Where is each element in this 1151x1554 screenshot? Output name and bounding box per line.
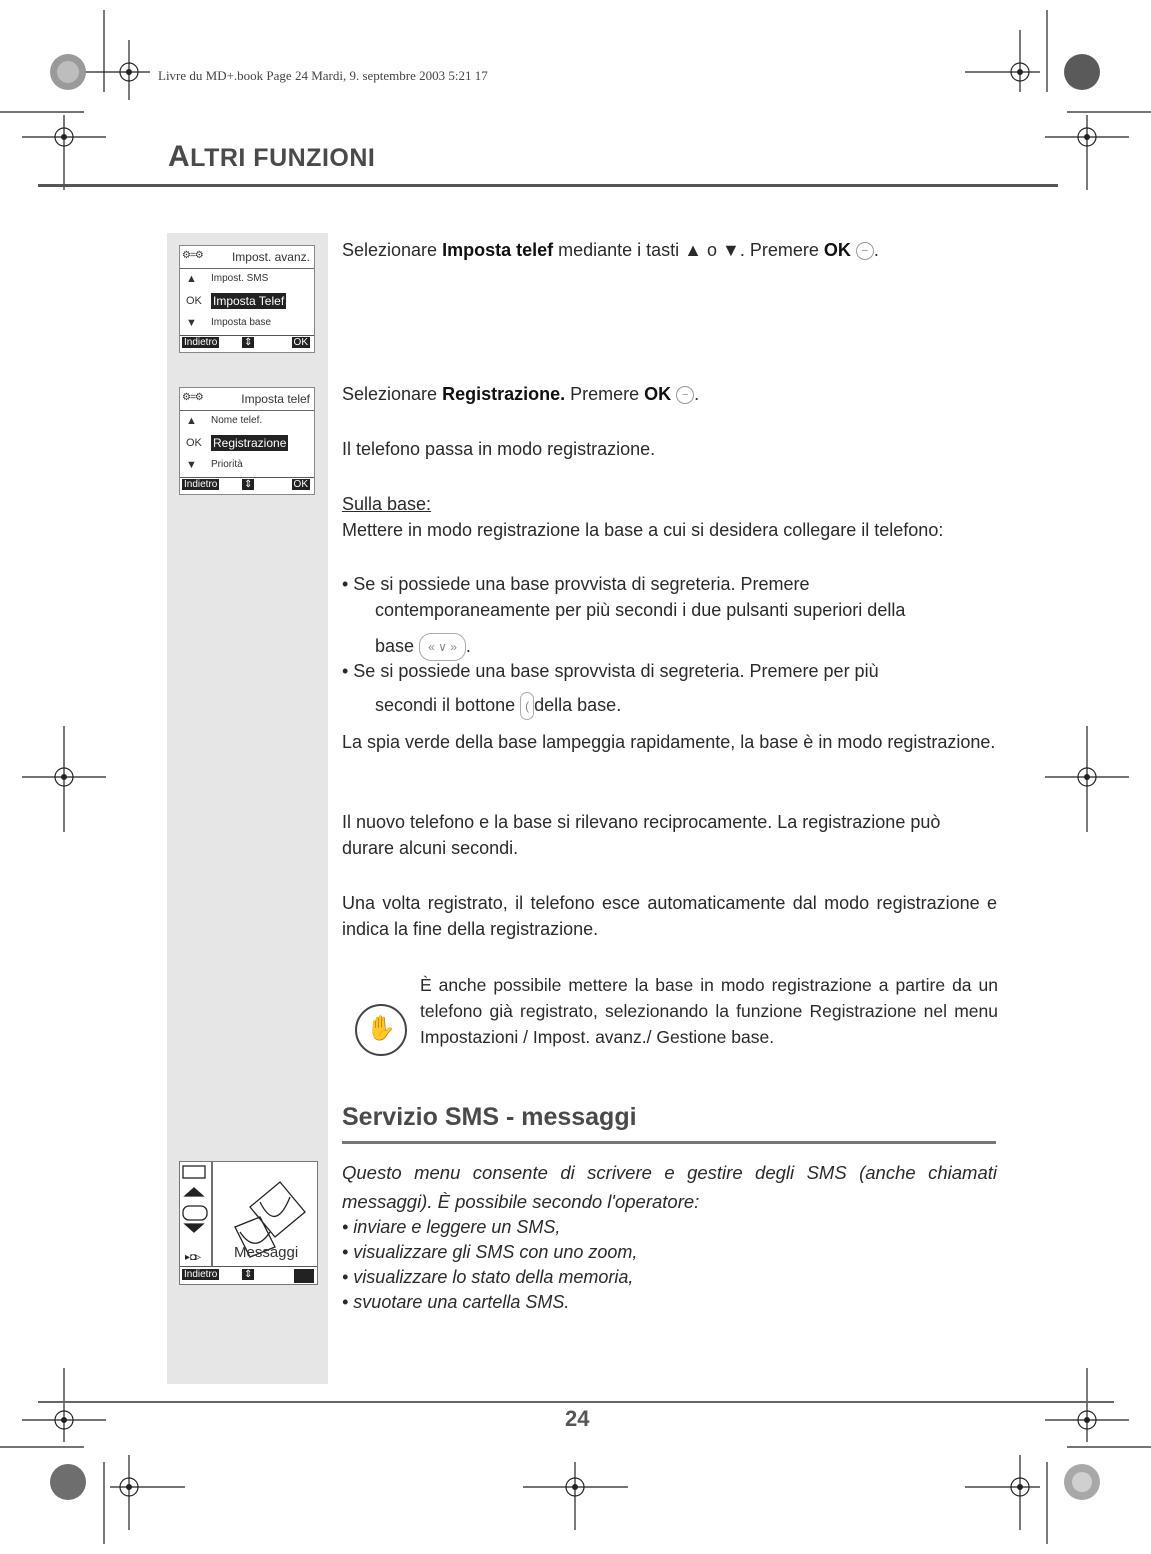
sms-intro: Questo menu consente di scrivere e gestire degli SMS (anche chiamati messaggi). È possibile secondo l'operatore:	[342, 1162, 997, 1212]
sms-heading: Servizio SMS - messaggi	[342, 1103, 637, 1131]
bullet-line: • Se si possiede una base sprovvista di segreteria. Premere per più	[342, 661, 879, 681]
list-item: • visualizzare gli SMS con uno zoom,	[342, 1242, 638, 1262]
screen-header	[180, 388, 314, 411]
text: Selezionare	[342, 240, 443, 260]
ok-softkey: OK	[293, 479, 308, 490]
step-phone-registration: Il telefono passa in modo registrazione.	[342, 439, 656, 459]
step-select-imposta-telef	[342, 237, 997, 263]
text-bold: Imposta telef	[442, 240, 554, 260]
screen-title: Imposta telef	[241, 392, 310, 406]
ok-key-icon: –	[856, 242, 874, 260]
svg-text:▸◘▹: ▸◘▹	[185, 1252, 202, 1263]
ok-softkey: OK	[293, 337, 308, 348]
menu-item	[180, 269, 314, 291]
sms-heading-rule	[342, 1141, 996, 1144]
section-title-initial: A	[168, 140, 191, 173]
menu-item-label: Impost. SMS	[211, 273, 269, 284]
detect-text: Il nuovo telefono e la base si rilevano reciprocamente. La registrazione può durare alcuni secondi.	[342, 812, 941, 858]
messages-label: Messaggi	[234, 1244, 299, 1261]
ok-label: OK	[186, 437, 202, 449]
menu-item-selected	[180, 433, 314, 455]
updown-key-icon: ⇕	[244, 1269, 253, 1280]
running-header: Livre du MD+.book Page 24 Mardi, 9. septembre 2003 5:21 17	[158, 68, 488, 83]
text: .	[873, 240, 879, 260]
text-bold: OK	[823, 240, 851, 260]
bullet-line: • Se si possiede una base provvista di segreteria. Premere	[342, 574, 810, 594]
text: Selezionare	[342, 384, 443, 404]
ok-key-icon: –	[676, 386, 694, 404]
back-softkey: Indietro	[184, 1269, 218, 1280]
updown-key-icon: ⇕	[244, 479, 253, 490]
note-text: È anche possibile mettere la base in modo registrazione a partire da un telefono già registrato, selezionando la funzione Registrazione nel menu Impostazioni / Impost. avanz./ Gestione base.	[420, 975, 998, 1047]
down-arrow-icon: ▼	[186, 459, 197, 471]
down-arrow-icon: ▼	[186, 317, 197, 329]
menu-item	[180, 411, 314, 433]
base-heading: Sulla base:	[342, 494, 432, 514]
settings-icon: ⚙=⚙	[182, 392, 203, 403]
section-title	[168, 140, 375, 174]
phone-screen-impost-avanz	[179, 245, 315, 353]
menu-item	[180, 313, 314, 335]
list-item: • svuotare una cartella SMS.	[342, 1292, 570, 1312]
menu-item-label: Registrazione	[213, 436, 287, 450]
bullet-line	[342, 692, 997, 720]
page-number: 24	[565, 1406, 590, 1431]
bullet-line: contemporaneamente per più secondi i due pulsanti superiori della	[375, 600, 906, 620]
menu-item-label: Priorità	[211, 459, 243, 470]
menu-item-label: Nome telef.	[211, 415, 263, 426]
updown-key-icon: ⇕	[244, 337, 253, 348]
menu-item-label: Imposta Telef	[213, 294, 285, 308]
text: mediante i tasti ▲ o ▼. Premere	[553, 240, 824, 260]
ok-label: OK	[186, 295, 202, 307]
led-blinking-text: La spia verde della base lampeggia rapidamente, la base è in modo registrazione.	[342, 732, 996, 752]
list-item: • visualizzare lo stato della memoria,	[342, 1267, 634, 1287]
text: Premere	[565, 384, 645, 404]
bullet-base-without-answering	[342, 658, 997, 720]
list-item: • inviare e leggere un SMS,	[342, 1217, 561, 1237]
footer-rule	[38, 1401, 1114, 1403]
screen-footer	[180, 477, 314, 494]
text: base	[375, 636, 415, 656]
phone-screen-messaggi	[179, 1161, 318, 1285]
text: secondi il bottone	[375, 695, 516, 715]
screen-footer	[180, 335, 314, 352]
text: .	[694, 384, 700, 404]
done-text: Una volta registrato, il telefono esce automaticamente dal modo registrazione e indica la fine della registrazione.	[342, 893, 997, 939]
base-intro: Mettere in modo registrazione la base a cui si desidera collegare il telefono:	[342, 520, 944, 540]
bullet-line: base « ∨ » .	[342, 633, 997, 661]
bullet-base-with-answering	[342, 571, 997, 661]
base-double-button-icon: « ∨ »	[419, 633, 466, 661]
back-softkey: Indietro	[184, 337, 218, 348]
sms-bullets	[342, 1215, 997, 1315]
menu-item	[180, 455, 314, 477]
screen-footer	[180, 1266, 317, 1285]
softkey-blank	[294, 1269, 314, 1283]
section-title-rest: LTRI FUNZIONI	[190, 144, 376, 172]
step-select-registrazione	[342, 381, 997, 407]
up-arrow-icon: ▲	[186, 273, 197, 285]
text-bold: Registrazione.	[442, 384, 566, 404]
up-arrow-icon: ▲	[186, 415, 197, 427]
screen-header	[180, 246, 314, 269]
menu-item-selected	[180, 291, 314, 313]
hand-note-icon: ✋	[355, 1004, 407, 1056]
title-rule	[38, 184, 1058, 187]
back-softkey: Indietro	[184, 479, 218, 490]
screen-title: Impost. avanz.	[231, 250, 310, 264]
text-bold: OK	[644, 384, 672, 404]
menu-item-label: Imposta base	[211, 317, 272, 328]
phone-screen-imposta-telef	[179, 387, 315, 495]
text: della base.	[534, 695, 622, 715]
base-single-button-icon: (	[520, 692, 534, 720]
settings-icon: ⚙=⚙	[182, 250, 203, 261]
